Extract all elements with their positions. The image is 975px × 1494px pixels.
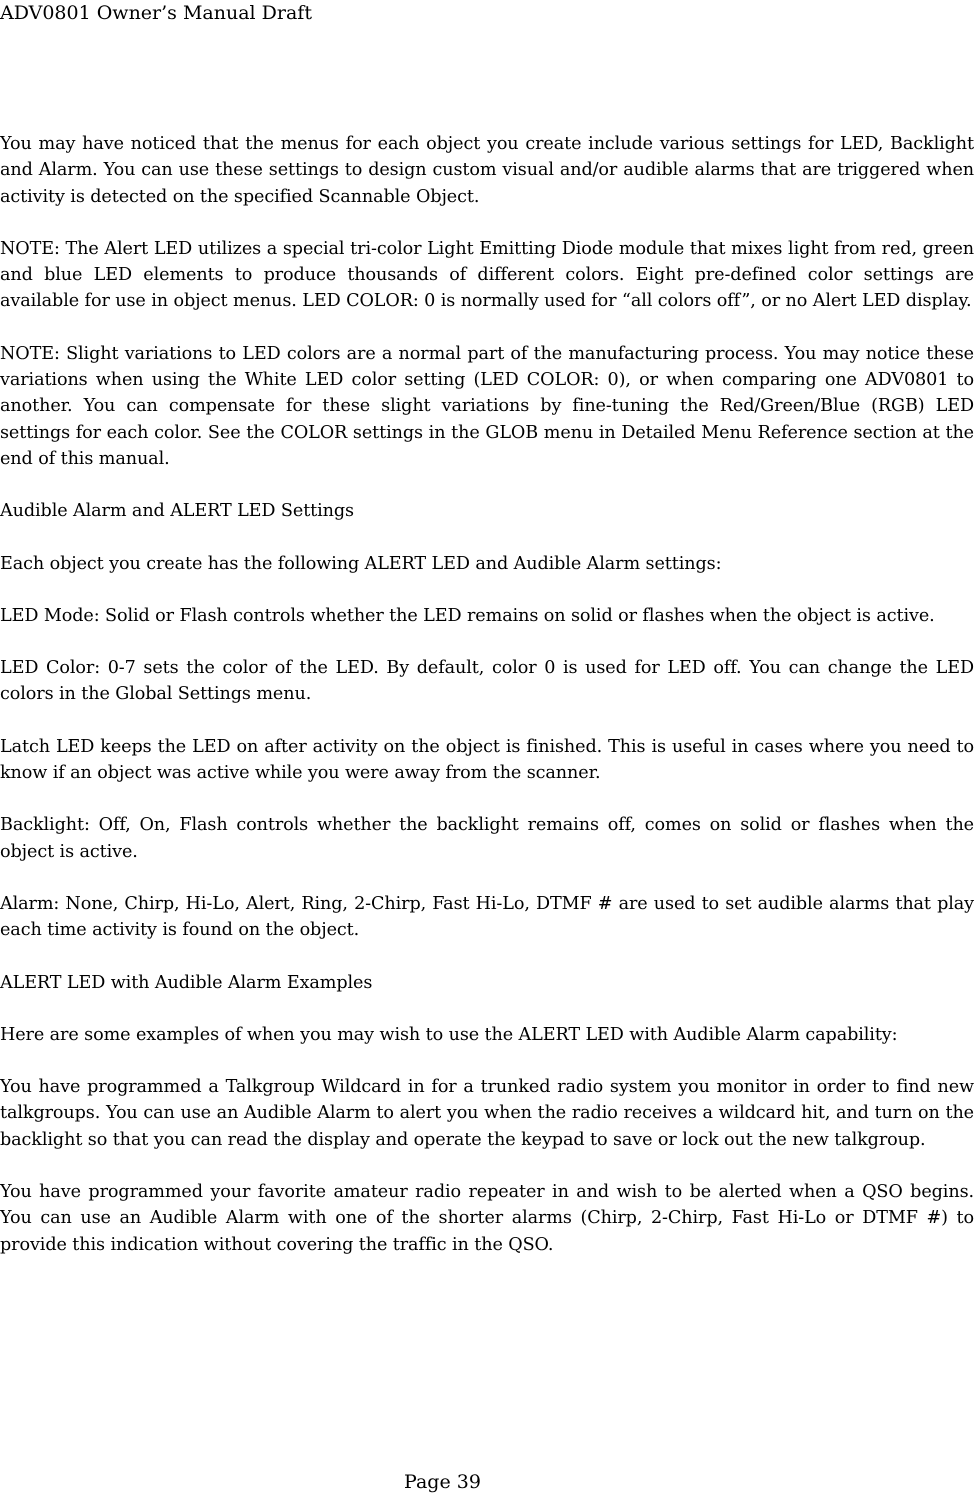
intro-paragraph: You may have noticed that the menus for each object you create include various settings for LED, Backlight and Alarm. You can use these settings to design custom visual and/or audible alarms that are triggered when activity is detected on the specified Scannable Object. bbox=[0, 134, 974, 207]
backlight-paragraph: Backlight: Off, On, Flash controls whether the backlight remains off, comes on solid or flashes when the object is active. bbox=[0, 815, 974, 862]
example-repeater-paragraph: You have programmed your favorite amateur radio repeater in and wish to be alerted when a QSO begins. You can use an Audible Alarm with one of the shorter alarms (Chirp, 2-Chirp, Fast Hi-Lo or DTMF #) to provide this indication without covering the traffic in the QSO. bbox=[0, 1182, 974, 1255]
note-color-variation-paragraph: NOTE: Slight variations to LED colors are a normal part of the manufacturing process. You may notice these variations when using the White LED color setting (LED COLOR: 0), or when comparing one ADV0801 to another. You can compensate for these slight variations by fine-tuning the Red/Green/Blue (RGB) LED settings for each color. See the COLOR settings in the GLOB menu in Detailed Menu Reference section at the end of this manual. bbox=[0, 343, 974, 469]
led-mode-paragraph: LED Mode: Solid or Flash controls whether the LED remains on solid or flashes when the object is active. bbox=[0, 605, 935, 626]
document-body bbox=[0, 131, 974, 1284]
alarm-paragraph: Alarm: None, Chirp, Hi-Lo, Alert, Ring, 2-Chirp, Fast Hi-Lo, DTMF # are used to set audible alarms that play each time activity is found on the object. bbox=[0, 893, 974, 941]
note-led-colors-paragraph: NOTE: The Alert LED utilizes a special tri-color Light Emitting Diode module that mixes light from red, green and blue LED elements to produce thousands of different colors. Eight pre-defined color settings are available for use in object menus. LED COLOR: 0 is normally used for “all colors off”, or no Alert LED display. bbox=[0, 238, 974, 312]
section-heading-examples: ALERT LED with Audible Alarm Examples bbox=[0, 972, 373, 993]
latch-led-paragraph: Latch LED keeps the LED on after activity on the object is finished. This is useful in cases where you need to know if an object was active while you were away from the scanner. bbox=[0, 736, 974, 784]
settings-intro-paragraph: Each object you create has the following ALERT LED and Audible Alarm settings: bbox=[0, 553, 722, 574]
page-number: Page 39 bbox=[404, 1471, 481, 1493]
section-heading-alarm-led-settings: Audible Alarm and ALERT LED Settings bbox=[0, 501, 354, 522]
examples-intro-paragraph: Here are some examples of when you may wish to use the ALERT LED with Audible Alarm capability: bbox=[0, 1024, 898, 1045]
page-header: ADV0801 Owner’s Manual Draft bbox=[0, 2, 312, 24]
example-talkgroup-paragraph: You have programmed a Talkgroup Wildcard in for a trunked radio system you monitor in order to find new talkgroups. You can use an Audible Alarm to alert you when the radio receives a wildcard hit, and turn on the backlight so that you can read the display and operate the keypad to save or lock out the new talkgroup. bbox=[0, 1077, 974, 1150]
led-color-paragraph: LED Color: 0-7 sets the color of the LED. By default, color 0 is used for LED off. You can change the LED colors in the Global Settings menu. bbox=[0, 658, 974, 705]
